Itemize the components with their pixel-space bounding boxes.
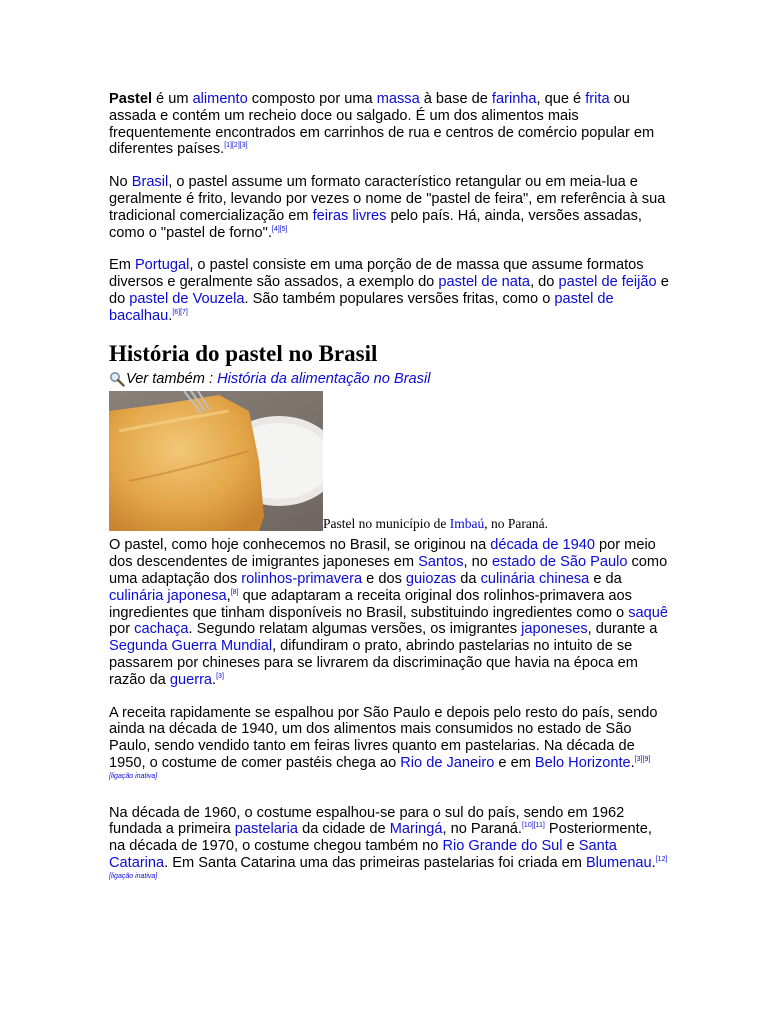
reference-link[interactable]: [10][11] — [521, 822, 545, 830]
magnifier-icon — [109, 371, 125, 387]
link-rolinhos-primavera[interactable]: rolinhos-primavera — [241, 570, 363, 587]
link-rio-de-janeiro[interactable]: Rio de Janeiro — [400, 754, 495, 771]
link-alimento[interactable]: alimento — [192, 91, 248, 107]
link-santos[interactable]: Santos — [418, 554, 464, 571]
link-rio-grande-do-sul[interactable]: Rio Grande do Sul — [442, 838, 563, 855]
reference-link[interactable]: [8] — [230, 588, 239, 596]
article — [109, 91, 669, 905]
reference-link[interactable]: [3][9] — [634, 756, 651, 764]
link-segunda-guerra[interactable]: Segunda Guerra Mundial — [109, 638, 273, 655]
link-estado-sao-paulo[interactable]: estado de São Paulo — [491, 554, 628, 571]
see-also — [109, 371, 669, 388]
link-decada-1940[interactable]: década de 1940 — [490, 537, 595, 554]
link-santa-catarina[interactable]: Santa Catarina — [109, 838, 617, 871]
link-pastel-de-feijao[interactable]: pastel de feijão — [558, 274, 657, 291]
section-heading: História do pastel no Brasil — [109, 340, 378, 366]
intro-paragraph-1: Pastel é um alimento composto por uma massa à base de farinha, que é frita ou assada e contém um recheio doce ou salgado. É um dos alimentos mais frequentemente encontrados em carrinhos de rua e centros de comércio popular em diferentes países.[1][2][3] — [109, 91, 655, 158]
link-massa[interactable]: massa — [376, 91, 420, 107]
intro-paragraph-2: No Brasil, o pastel assume um formato característico retangular ou em meia-lua e geralmente é frito, levando por vezes o nome de "pastel de feira", em referência à sua tradicional comercialização em feiras livres pelo país. Há, ainda, versões assadas, como o "pastel de forno".[4][5] — [109, 174, 666, 241]
link-feiras-livres[interactable]: feiras livres — [312, 207, 387, 224]
link-imbau[interactable]: Imbaú — [449, 516, 485, 532]
term-bold: Pastel — [109, 91, 152, 107]
link-pastelaria[interactable]: pastelaria — [234, 821, 299, 838]
reference-link[interactable]: [12] — [655, 856, 668, 864]
link-pastel-de-nata[interactable]: pastel de nata — [438, 274, 531, 291]
body-paragraph-3: Na década de 1960, o costume espalhou-se para o sul do país, sendo em 1962 fundada a primeira pastelaria da cidade de Maringá, no Paraná.[10][11] Posteriormente, na década de 1970, o costume chegou também no Rio Grande do Sul e Santa Catarina. Em Santa Catarina uma das primeiras pastelarias foi criada em Blumenau.[12][ligação inativa] — [109, 804, 668, 880]
link-guerra[interactable]: guerra — [169, 671, 213, 688]
body-paragraph-1: O pastel, como hoje conhecemos no Brasil, se originou na década de 1940 por meio dos descendentes de imigrantes japoneses em Santos, no estado de São Paulo como uma adaptação dos rolinhos-primavera e dos guiozas da culinária chinesa e da culinária japonesa,[8] que adaptaram a receita original dos rolinhos-primavera aos ingredientes que tinham disponíveis no Brasil, substituindo ingredientes como o saquê por cachaça. Segundo relatam algumas versões, os imigrantes japoneses, durante a Segunda Guerra Mundial, difundiram o prato, abrindo pastelarias no intuito de se passarem por chineses para se livrarem da discriminação que havia na época em razão da guerra.[3] — [109, 537, 668, 688]
link-culinaria-japonesa[interactable]: culinária japonesa — [109, 587, 227, 604]
link-blumenau[interactable]: Blumenau — [585, 854, 652, 871]
figure — [109, 391, 669, 531]
see-also-prefix: Ver também : — [126, 370, 214, 387]
reference-link[interactable]: [4][5] — [271, 225, 288, 233]
reference-link[interactable]: [1][2][3] — [224, 142, 248, 150]
link-historia-alimentacao[interactable]: História da alimentação no Brasil — [217, 370, 431, 387]
link-portugal[interactable]: Portugal — [134, 257, 190, 274]
link-culinaria-chinesa[interactable]: culinária chinesa — [480, 570, 590, 587]
link-maringa[interactable]: Maringá — [389, 821, 443, 838]
pastel-photo — [109, 391, 323, 531]
reference-link[interactable]: [3] — [216, 672, 224, 680]
reference-link[interactable]: [6][7] — [172, 308, 188, 316]
link-pastel-de-vouzela[interactable]: pastel de Vouzela — [129, 290, 245, 307]
body-paragraph-2: A receita rapidamente se espalhou por São Paulo e depois pelo resto do país, sendo ainda na década de 1940, um dos alimentos mais consumidos no estado de São Paulo, sendo vendido tanto em feiras livres quanto em pastelarias. Na década de 1950, o costume de comer pastéis chega ao Rio de Janeiro e em Belo Horizonte.[3][9][ligação inativa] — [109, 704, 658, 780]
dead-link-note[interactable]: [ligação inativa] — [109, 872, 158, 880]
link-cachaca[interactable]: cachaça — [134, 621, 189, 638]
intro-paragraph-3: Em Portugal, o pastel consiste em uma porção de de massa que assume formatos diversos e geralmente são assados, a exemplo do pastel de nata, do pastel de feijão e do pastel de Vouzela. São também populares versões fritas, como o pastel de bacalhau.[6][7] — [109, 257, 669, 324]
dead-link-note[interactable]: [ligação inativa] — [109, 772, 158, 780]
link-japoneses[interactable]: japoneses — [521, 621, 588, 638]
link-pastel-de-bacalhau[interactable]: pastel de bacalhau — [109, 290, 614, 324]
link-saque[interactable]: saquê — [628, 604, 668, 621]
link-brasil[interactable]: Brasil — [131, 174, 169, 191]
link-frita[interactable]: frita — [585, 91, 610, 107]
figure-caption: Pastel no município de Imbaú, no Paraná. — [323, 516, 548, 532]
link-belo-horizonte[interactable]: Belo Horizonte — [534, 754, 631, 771]
link-guiozas[interactable]: guiozas — [405, 570, 457, 587]
link-farinha[interactable]: farinha — [491, 91, 537, 107]
